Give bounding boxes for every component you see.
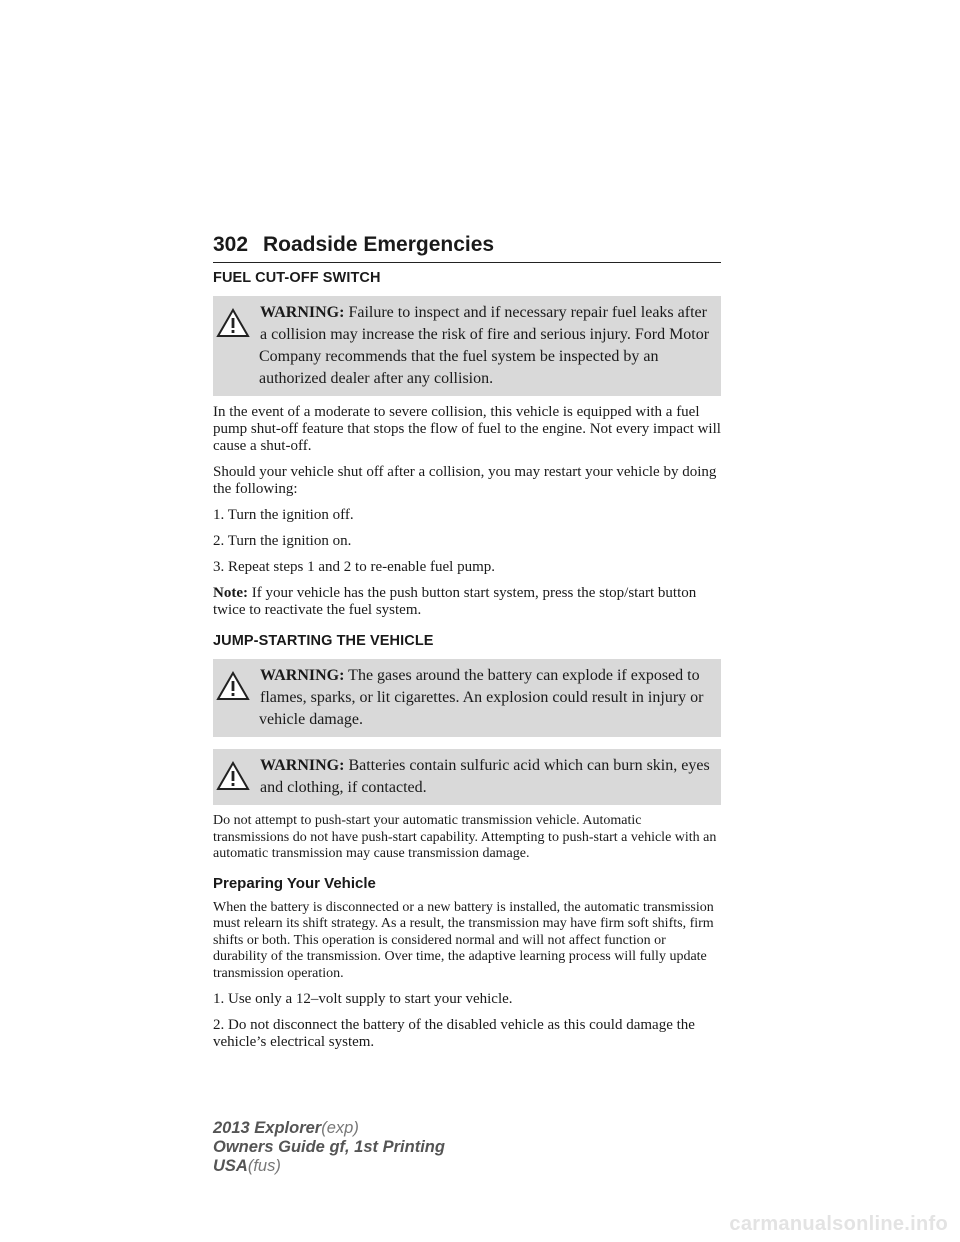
warning-box-fuel-leaks — [213, 296, 721, 396]
note-label: Note: — [213, 585, 248, 601]
warning-label: WARNING: — [260, 304, 345, 321]
warning-text: after a collision may increase the risk of fire and serious injury. Ford Motor Company recommends that the fuel system be inspected by an authorized dealer after any collision. — [259, 304, 710, 387]
list-item: 2. Do not disconnect the battery of the disabled vehicle as this could damage the vehicle’s electrical system. — [213, 1017, 695, 1050]
footer-model-code: (exp) — [321, 1119, 359, 1137]
warning-text: Failure to inspect and if necessary repair fuel leaks — [348, 304, 674, 321]
section-heading-fuel-cutoff: FUEL CUT-OFF SWITCH — [213, 270, 381, 286]
warning-label: WARNING: — [260, 757, 345, 774]
warning-box-battery-gases — [213, 659, 721, 737]
paragraph: Do not attempt to push-start your automatic transmission vehicle. Automatic transmissions do not have push-start capability. Attempting to push-start a vehicle with an automatic transmission may cause transmission damage. — [213, 813, 717, 861]
chapter-title: Roadside Emergencies — [263, 233, 495, 256]
page-content — [213, 268, 721, 1060]
subsection-heading-preparing: Preparing Your Vehicle — [213, 874, 376, 892]
warning-triangle-icon — [216, 761, 250, 791]
footer-market-code: (fus) — [247, 1157, 281, 1175]
warning-label: WARNING: — [260, 667, 345, 684]
document-footer — [213, 1119, 445, 1176]
footer-guide: Owners Guide gf, 1st Printing — [213, 1138, 445, 1156]
paragraph: When the battery is disconnected or a new battery is installed, the automatic transmission must relearn its shift strategy. As a result, the transmission may have firm soft shifts, firm shifts or both. This operation is considered normal and will not affect function or durability of the transmission. Over time, the adaptive learning process will fully update transmission operation. — [213, 899, 714, 981]
watermark: carmanualsonline.info — [729, 1213, 948, 1235]
footer-market: USA — [213, 1157, 248, 1175]
note-text: If your vehicle has the push button start system, press the stop/start button twice to reactivate the fuel system. — [213, 585, 697, 618]
warning-box-sulfuric-acid — [213, 749, 721, 805]
warning-text: The gases around the battery can explode if exposed — [348, 667, 684, 684]
page-header — [213, 232, 721, 263]
list-item: 2. Turn the ignition on. — [213, 533, 352, 549]
section-heading-jump-starting: JUMP-STARTING THE VEHICLE — [213, 633, 434, 649]
note — [213, 585, 721, 619]
warning-text: eyes and clothing, if contacted. — [260, 757, 710, 796]
list-item: 1. Use only a 12–volt supply to start your vehicle. — [213, 991, 513, 1007]
warning-text: Batteries contain sulfuric acid which can burn skin, — [348, 757, 678, 774]
page-number: 302 — [213, 233, 249, 256]
paragraph: Should your vehicle shut off after a collision, you may restart your vehicle by doing the following: — [213, 464, 717, 497]
warning-triangle-icon — [216, 671, 250, 701]
warning-text: to flames, sparks, or lit cigarettes. An explosion could result in injury or vehicle damage. — [259, 667, 704, 728]
paragraph: In the event of a moderate to severe collision, this vehicle is equipped with a fuel pump shut-off feature that stops the flow of fuel to the engine. Not every impact will cause a shut-off. — [213, 404, 721, 454]
list-item: 3. Repeat steps 1 and 2 to re-enable fuel pump. — [213, 559, 495, 575]
list-item: 1. Turn the ignition off. — [213, 507, 354, 523]
warning-triangle-icon — [216, 308, 250, 338]
footer-model: 2013 Explorer — [213, 1119, 322, 1137]
